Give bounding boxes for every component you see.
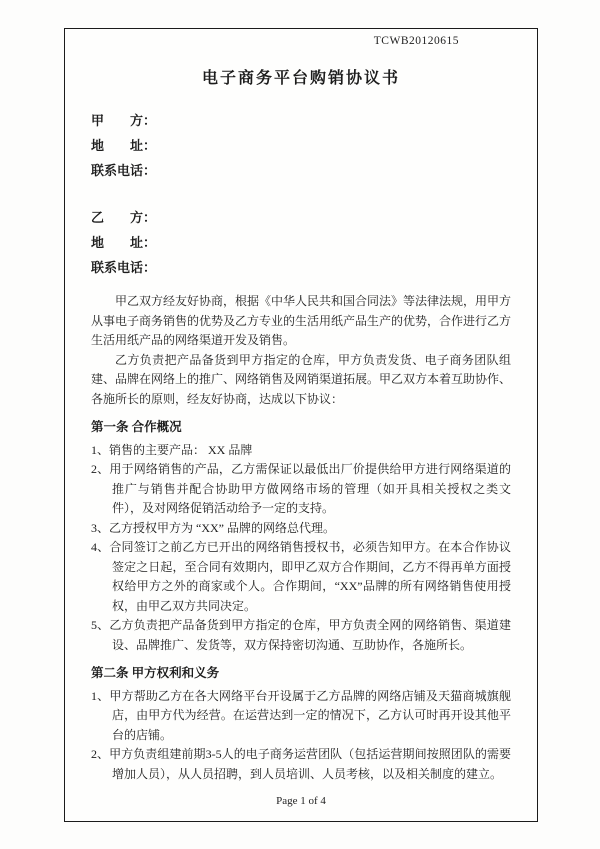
party-b-block (91, 205, 511, 280)
section-2-clause-1: 1、甲方帮助乙方在各大网络平台开设属于乙方品牌的网络店铺及天猫商城旗舰店，由甲方代为经营。在运营达到一定的情况下，乙方认可时再开设其他平台的店铺。 (91, 688, 511, 742)
party-a-name-label: 甲 方： (91, 113, 157, 128)
intro-paragraph-2: 乙方负责把产品备货到甲方指定的仓库，甲方负责发货、电子商务团队组建、品牌在网络上的推广、网络销售及网销渠道拓展。甲乙双方本着互助协作、各施所长的原则，经友好协商，达成以下协议： (91, 352, 512, 406)
contract-body (91, 292, 511, 784)
party-a-address-label: 地 址： (91, 138, 157, 153)
section-2-clause-2: 2、甲方负责组建前期3-5人的电子商务运营团队（包括运营期间按照团队的需要增加人员），从人员招聘，到人员培训、人员考核，以及相关制度的建立。 (91, 747, 511, 781)
section-2-heading: 第二条 甲方权利和义务 (91, 666, 220, 680)
party-b-address-label: 地 址： (91, 235, 157, 250)
section-1-clause-1: 1、销售的主要产品： XX 品牌 (91, 442, 253, 457)
party-b-name-label: 乙 方： (91, 210, 157, 225)
page-content (65, 29, 537, 807)
section-1-clause-3: 3、乙方授权甲方为 “XX” 品牌的网络总代理。 (91, 520, 335, 535)
page-border-frame (64, 28, 538, 822)
intro-paragraph-1: 甲乙双方经友好协商，根据《中华人民共和国合同法》等法律法规，用甲方从事电子商务销售的优势及乙方专业的生活用纸产品生产的优势，合作进行乙方生活用纸产品的网络渠道开发及销售。 (91, 294, 512, 347)
document-title: 电子商务平台购销协议书 (201, 70, 400, 87)
page-number: Page 1 of 4 (276, 795, 326, 807)
document-code: TCWB20120615 (373, 35, 459, 47)
section-1-heading: 第一条 合作概况 (91, 420, 182, 434)
section-1-clause-5: 5、乙方负责把产品备货到甲方指定的仓库，甲方负责全网的网络销售、渠道建设、品牌推广、发货等，双方保持密切沟通、互助协作，各施所长。 (91, 618, 511, 652)
party-a-phone-label: 联系电话： (91, 163, 157, 178)
party-b-phone-label: 联系电话： (91, 260, 157, 275)
party-a-block (91, 108, 511, 183)
section-1-clause-4: 4、合同签订之前乙方已开出的网络销售授权书，必须告知甲方。在本合作协议签定之日起，至合同有效期内，即甲乙双方合作期间，乙方不得再单方面授权给甲方之外的商家或个人。合作期间，“XX”品牌的所有网络销售使用授权，由甲乙双方共同决定。 (91, 540, 511, 613)
section-1-clause-2: 2、用于网络销售的产品，乙方需保证以最低出厂价提供给甲方进行网络渠道的推广与销售并配合协助甲方做网络市场的管理（如开具相关授权之类文件），及对网络促销活动给予一定的支持。 (91, 462, 511, 515)
